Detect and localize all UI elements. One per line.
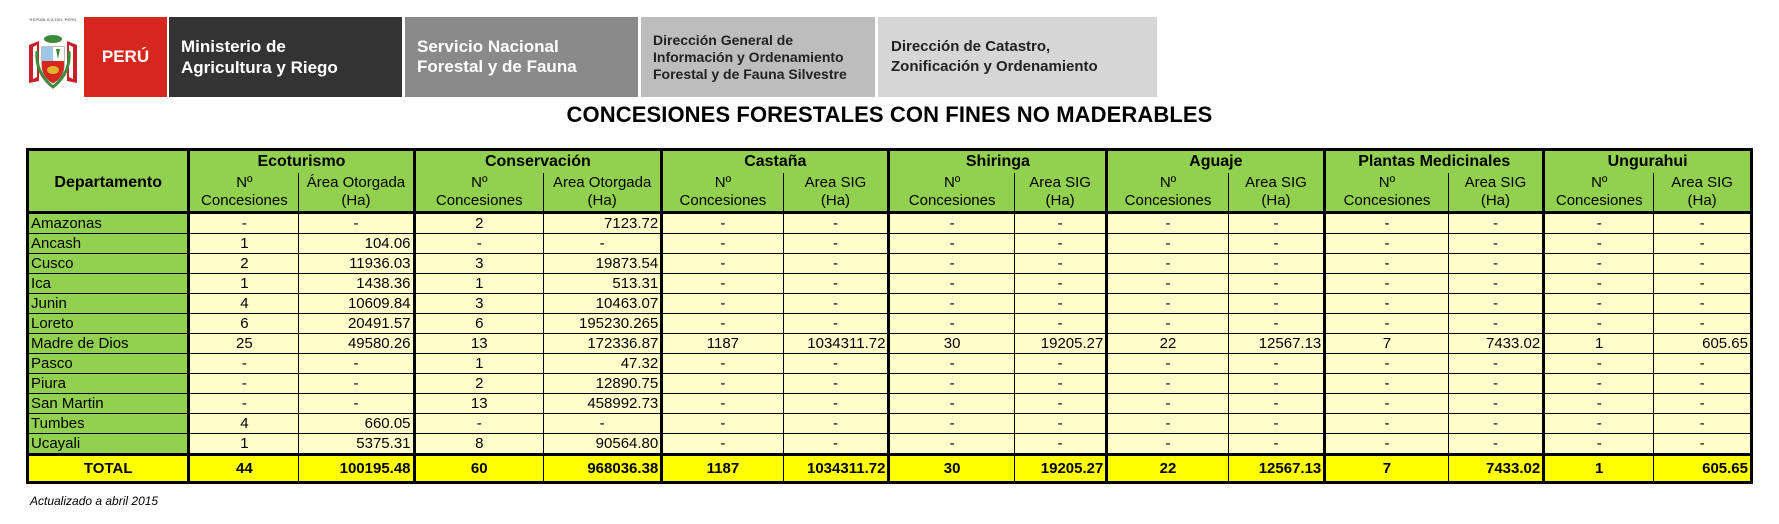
count-cell: 4 xyxy=(189,414,299,434)
area-cell: - xyxy=(1014,414,1107,434)
sub-header-count: Nº Concesiones xyxy=(414,173,544,213)
count-cell: - xyxy=(662,414,783,434)
count-cell: - xyxy=(1107,294,1228,314)
sub-header-area: Area SIG (Ha) xyxy=(1654,173,1752,213)
sub-header-area: Area Otorgada (Ha) xyxy=(544,173,662,213)
group-header-shiringa: Shiringa xyxy=(889,150,1107,174)
total-count-cell: 44 xyxy=(189,455,299,483)
count-cell: 7 xyxy=(1325,334,1448,354)
count-cell: - xyxy=(1325,354,1448,374)
area-cell: - xyxy=(783,314,889,334)
area-cell: - xyxy=(1228,314,1325,334)
count-cell: - xyxy=(1544,354,1654,374)
peru-label: PERÚ xyxy=(84,17,167,97)
total-area-cell: 968036.38 xyxy=(544,455,662,483)
count-cell: - xyxy=(889,394,1014,414)
count-cell: - xyxy=(662,314,783,334)
count-cell: - xyxy=(1544,374,1654,394)
area-cell: 7433.02 xyxy=(1448,334,1544,354)
sub-header-count: Nº Concesiones xyxy=(1107,173,1228,213)
count-cell: - xyxy=(1325,294,1448,314)
count-cell: - xyxy=(889,354,1014,374)
count-cell: - xyxy=(1325,274,1448,294)
count-cell: - xyxy=(889,274,1014,294)
page-title: CONCESIONES FORESTALES CON FINES NO MADERABLES xyxy=(566,102,1213,127)
count-cell: - xyxy=(1544,294,1654,314)
sub-header-count: Nº Concesiones xyxy=(662,173,783,213)
area-cell: - xyxy=(1014,274,1107,294)
count-cell: - xyxy=(889,254,1014,274)
department-cell: Madre de Dios xyxy=(28,334,189,354)
group-header-castana: Castaña xyxy=(662,150,889,174)
department-cell: Loreto xyxy=(28,314,189,334)
sub-header-area: Area SIG (Ha) xyxy=(1228,173,1325,213)
group-header-plantas-medicinales: Plantas Medicinales xyxy=(1325,150,1544,174)
count-cell: - xyxy=(662,434,783,455)
area-cell: 7123.72 xyxy=(544,213,662,234)
area-cell: - xyxy=(1228,213,1325,234)
count-cell: - xyxy=(889,213,1014,234)
ministry-label: Ministerio de Agricultura y Riego xyxy=(169,17,402,97)
department-cell: Junin xyxy=(28,294,189,314)
count-cell: - xyxy=(1107,234,1228,254)
area-cell: - xyxy=(1448,234,1544,254)
count-cell: 3 xyxy=(414,294,544,314)
total-row xyxy=(28,455,1752,483)
count-cell: - xyxy=(1107,213,1228,234)
count-cell: 2 xyxy=(414,374,544,394)
area-cell: 513.31 xyxy=(544,274,662,294)
total-area-cell: 1034311.72 xyxy=(783,455,889,483)
total-area-cell: 7433.02 xyxy=(1448,455,1544,483)
sub-header-row xyxy=(28,173,1752,213)
count-cell: 1 xyxy=(189,434,299,455)
table-row xyxy=(28,294,1752,314)
table-row xyxy=(28,414,1752,434)
department-header: Departamento xyxy=(28,150,189,213)
count-cell: - xyxy=(1107,314,1228,334)
area-cell: - xyxy=(1228,234,1325,254)
area-cell: - xyxy=(1448,414,1544,434)
sub-header-area: Area SIG (Ha) xyxy=(783,173,889,213)
area-cell: 90564.80 xyxy=(544,434,662,455)
area-cell: 11936.03 xyxy=(299,254,414,274)
count-cell: - xyxy=(1107,414,1228,434)
footnote: Actualizado a abril 2015 xyxy=(30,494,159,508)
area-cell: - xyxy=(783,254,889,274)
area-cell: - xyxy=(1448,274,1544,294)
count-cell: 25 xyxy=(189,334,299,354)
area-cell: - xyxy=(1014,314,1107,334)
area-cell: - xyxy=(783,414,889,434)
count-cell: - xyxy=(1325,374,1448,394)
total-label: TOTAL xyxy=(28,455,189,483)
concessions-table xyxy=(26,148,1753,484)
count-cell: - xyxy=(1107,254,1228,274)
count-cell: - xyxy=(1107,374,1228,394)
table-row xyxy=(28,254,1752,274)
sub-header-area: Area SIG (Ha) xyxy=(1448,173,1544,213)
area-cell: - xyxy=(1014,374,1107,394)
table-row xyxy=(28,354,1752,374)
area-cell: 47.32 xyxy=(544,354,662,374)
department-cell: Tumbes xyxy=(28,414,189,434)
sub-header-count: Nº Concesiones xyxy=(889,173,1014,213)
area-cell: 195230.265 xyxy=(544,314,662,334)
header-banner xyxy=(23,17,1157,97)
department-cell: Cusco xyxy=(28,254,189,274)
area-cell: - xyxy=(783,234,889,254)
count-cell: - xyxy=(1325,414,1448,434)
area-cell: 10609.84 xyxy=(299,294,414,314)
area-cell: - xyxy=(783,374,889,394)
count-cell: - xyxy=(1544,314,1654,334)
area-cell: - xyxy=(1448,294,1544,314)
count-cell: 6 xyxy=(189,314,299,334)
count-cell: - xyxy=(889,374,1014,394)
count-cell: 1187 xyxy=(662,334,783,354)
area-cell: 104.06 xyxy=(299,234,414,254)
count-cell: 2 xyxy=(189,254,299,274)
count-cell: - xyxy=(889,234,1014,254)
count-cell: - xyxy=(1544,434,1654,455)
area-cell: - xyxy=(1654,254,1752,274)
area-cell: 19873.54 xyxy=(544,254,662,274)
count-cell: - xyxy=(1107,274,1228,294)
table-row xyxy=(28,213,1752,234)
count-cell: - xyxy=(189,394,299,414)
count-cell: - xyxy=(1544,213,1654,234)
count-cell: 13 xyxy=(414,334,544,354)
count-cell: - xyxy=(662,234,783,254)
area-cell: - xyxy=(299,374,414,394)
area-cell: - xyxy=(1448,354,1544,374)
area-cell: - xyxy=(783,274,889,294)
count-cell: 1 xyxy=(189,234,299,254)
count-cell: 13 xyxy=(414,394,544,414)
area-cell: - xyxy=(1654,294,1752,314)
group-header-aguaje: Aguaje xyxy=(1107,150,1325,174)
coat-of-arms xyxy=(23,17,83,97)
area-cell: - xyxy=(1014,394,1107,414)
area-cell: - xyxy=(1228,394,1325,414)
count-cell: - xyxy=(1325,434,1448,455)
area-cell: - xyxy=(1228,354,1325,374)
count-cell: - xyxy=(1325,314,1448,334)
total-count-cell: 1 xyxy=(1544,455,1654,483)
group-header-ungurahui: Ungurahui xyxy=(1544,150,1752,174)
area-cell: - xyxy=(1448,374,1544,394)
department-cell: Pasco xyxy=(28,354,189,374)
count-cell: - xyxy=(414,234,544,254)
total-count-cell: 60 xyxy=(414,455,544,483)
area-cell: 660.05 xyxy=(299,414,414,434)
area-cell: - xyxy=(544,234,662,254)
count-cell: - xyxy=(189,213,299,234)
count-cell: - xyxy=(1325,394,1448,414)
area-cell: 19205.27 xyxy=(1014,334,1107,354)
area-cell: - xyxy=(1228,374,1325,394)
count-cell: 8 xyxy=(414,434,544,455)
total-count-cell: 30 xyxy=(889,455,1014,483)
peru-crest-icon xyxy=(25,21,81,97)
total-count-cell: 7 xyxy=(1325,455,1448,483)
total-area-cell: 12567.13 xyxy=(1228,455,1325,483)
count-cell: - xyxy=(1107,394,1228,414)
area-cell: - xyxy=(1654,354,1752,374)
area-cell: 10463.07 xyxy=(544,294,662,314)
area-cell: - xyxy=(1654,274,1752,294)
count-cell: - xyxy=(1107,354,1228,374)
count-cell: - xyxy=(1544,274,1654,294)
count-cell: 1 xyxy=(414,354,544,374)
area-cell: 1034311.72 xyxy=(783,334,889,354)
area-cell: - xyxy=(1228,434,1325,455)
area-cell: - xyxy=(1654,414,1752,434)
count-cell: - xyxy=(889,314,1014,334)
area-cell: - xyxy=(1014,434,1107,455)
department-cell: Amazonas xyxy=(28,213,189,234)
area-cell: - xyxy=(1654,234,1752,254)
area-cell: - xyxy=(299,394,414,414)
group-header-row xyxy=(28,150,1752,174)
area-cell: - xyxy=(1654,434,1752,455)
area-cell: - xyxy=(783,394,889,414)
area-cell: - xyxy=(1014,294,1107,314)
count-cell: - xyxy=(662,254,783,274)
area-cell: - xyxy=(1654,213,1752,234)
area-cell: - xyxy=(1448,314,1544,334)
area-cell: 49580.26 xyxy=(299,334,414,354)
area-cell: - xyxy=(1014,354,1107,374)
total-area-cell: 100195.48 xyxy=(299,455,414,483)
count-cell: - xyxy=(414,414,544,434)
area-cell: - xyxy=(783,354,889,374)
sub-header-area: Area SIG (Ha) xyxy=(1014,173,1107,213)
table-row xyxy=(28,394,1752,414)
area-cell: - xyxy=(1448,254,1544,274)
directorate-label: Dirección de Catastro, Zonificación y Ordenamiento xyxy=(878,17,1157,97)
area-cell: - xyxy=(299,213,414,234)
count-cell: - xyxy=(1544,414,1654,434)
count-cell: - xyxy=(189,354,299,374)
count-cell: - xyxy=(1544,254,1654,274)
area-cell: - xyxy=(783,294,889,314)
count-cell: - xyxy=(662,394,783,414)
area-cell: - xyxy=(1228,414,1325,434)
count-cell: - xyxy=(1325,234,1448,254)
sub-header-area: Área Otorgada (Ha) xyxy=(299,173,414,213)
count-cell: - xyxy=(1107,434,1228,455)
count-cell: 30 xyxy=(889,334,1014,354)
area-cell: - xyxy=(783,213,889,234)
area-cell: - xyxy=(1014,213,1107,234)
area-cell: - xyxy=(1448,394,1544,414)
area-cell: - xyxy=(1014,254,1107,274)
count-cell: - xyxy=(662,294,783,314)
count-cell: - xyxy=(662,213,783,234)
group-header-conservacion: Conservación xyxy=(414,150,662,174)
total-count-cell: 22 xyxy=(1107,455,1228,483)
area-cell: - xyxy=(1228,254,1325,274)
count-cell: 4 xyxy=(189,294,299,314)
table-row xyxy=(28,374,1752,394)
count-cell: - xyxy=(1544,394,1654,414)
area-cell: 1438.36 xyxy=(299,274,414,294)
count-cell: 1 xyxy=(1544,334,1654,354)
count-cell: - xyxy=(1325,254,1448,274)
area-cell: - xyxy=(1014,234,1107,254)
area-cell: 20491.57 xyxy=(299,314,414,334)
area-cell: - xyxy=(1654,314,1752,334)
group-header-ecoturismo: Ecoturismo xyxy=(189,150,414,174)
sub-header-count: Nº Concesiones xyxy=(1544,173,1654,213)
count-cell: - xyxy=(1544,234,1654,254)
count-cell: - xyxy=(662,274,783,294)
count-cell: - xyxy=(662,374,783,394)
department-cell: Piura xyxy=(28,374,189,394)
sub-header-count: Nº Concesiones xyxy=(1325,173,1448,213)
area-cell: - xyxy=(783,434,889,455)
department-cell: Ucayali xyxy=(28,434,189,455)
count-cell: 1 xyxy=(189,274,299,294)
count-cell: - xyxy=(1325,213,1448,234)
crest-caption: REPÚBLICA DEL PERÚ xyxy=(29,17,77,22)
area-cell: 172336.87 xyxy=(544,334,662,354)
area-cell: 12890.75 xyxy=(544,374,662,394)
department-cell: Ica xyxy=(28,274,189,294)
total-area-cell: 19205.27 xyxy=(1014,455,1107,483)
count-cell: 6 xyxy=(414,314,544,334)
count-cell: - xyxy=(889,414,1014,434)
area-cell: 5375.31 xyxy=(299,434,414,455)
area-cell: 12567.13 xyxy=(1228,334,1325,354)
area-cell: - xyxy=(1654,374,1752,394)
count-cell: 3 xyxy=(414,254,544,274)
area-cell: - xyxy=(299,354,414,374)
count-cell: - xyxy=(662,354,783,374)
table-row xyxy=(28,274,1752,294)
table-row xyxy=(28,314,1752,334)
area-cell: - xyxy=(1448,434,1544,455)
area-cell: - xyxy=(1654,394,1752,414)
table-row xyxy=(28,234,1752,254)
area-cell: - xyxy=(1228,274,1325,294)
count-cell: - xyxy=(189,374,299,394)
department-cell: San Martin xyxy=(28,394,189,414)
count-cell: - xyxy=(889,294,1014,314)
table-body xyxy=(28,213,1752,483)
count-cell: 2 xyxy=(414,213,544,234)
total-area-cell: 605.65 xyxy=(1654,455,1752,483)
area-cell: 605.65 xyxy=(1654,334,1752,354)
sub-header-count: Nº Concesiones xyxy=(189,173,299,213)
table-row xyxy=(28,434,1752,455)
department-cell: Ancash xyxy=(28,234,189,254)
count-cell: 22 xyxy=(1107,334,1228,354)
area-cell: - xyxy=(1448,213,1544,234)
area-cell: - xyxy=(544,414,662,434)
count-cell: 1 xyxy=(414,274,544,294)
total-count-cell: 1187 xyxy=(662,455,783,483)
count-cell: - xyxy=(889,434,1014,455)
directorate-general-label: Dirección General de Información y Ordenamiento Forestal y de Fauna Silvestre xyxy=(641,17,875,97)
service-label: Servicio Nacional Forestal y de Fauna xyxy=(405,17,638,97)
table-row xyxy=(28,334,1752,354)
area-cell: 458992.73 xyxy=(544,394,662,414)
area-cell: - xyxy=(1228,294,1325,314)
